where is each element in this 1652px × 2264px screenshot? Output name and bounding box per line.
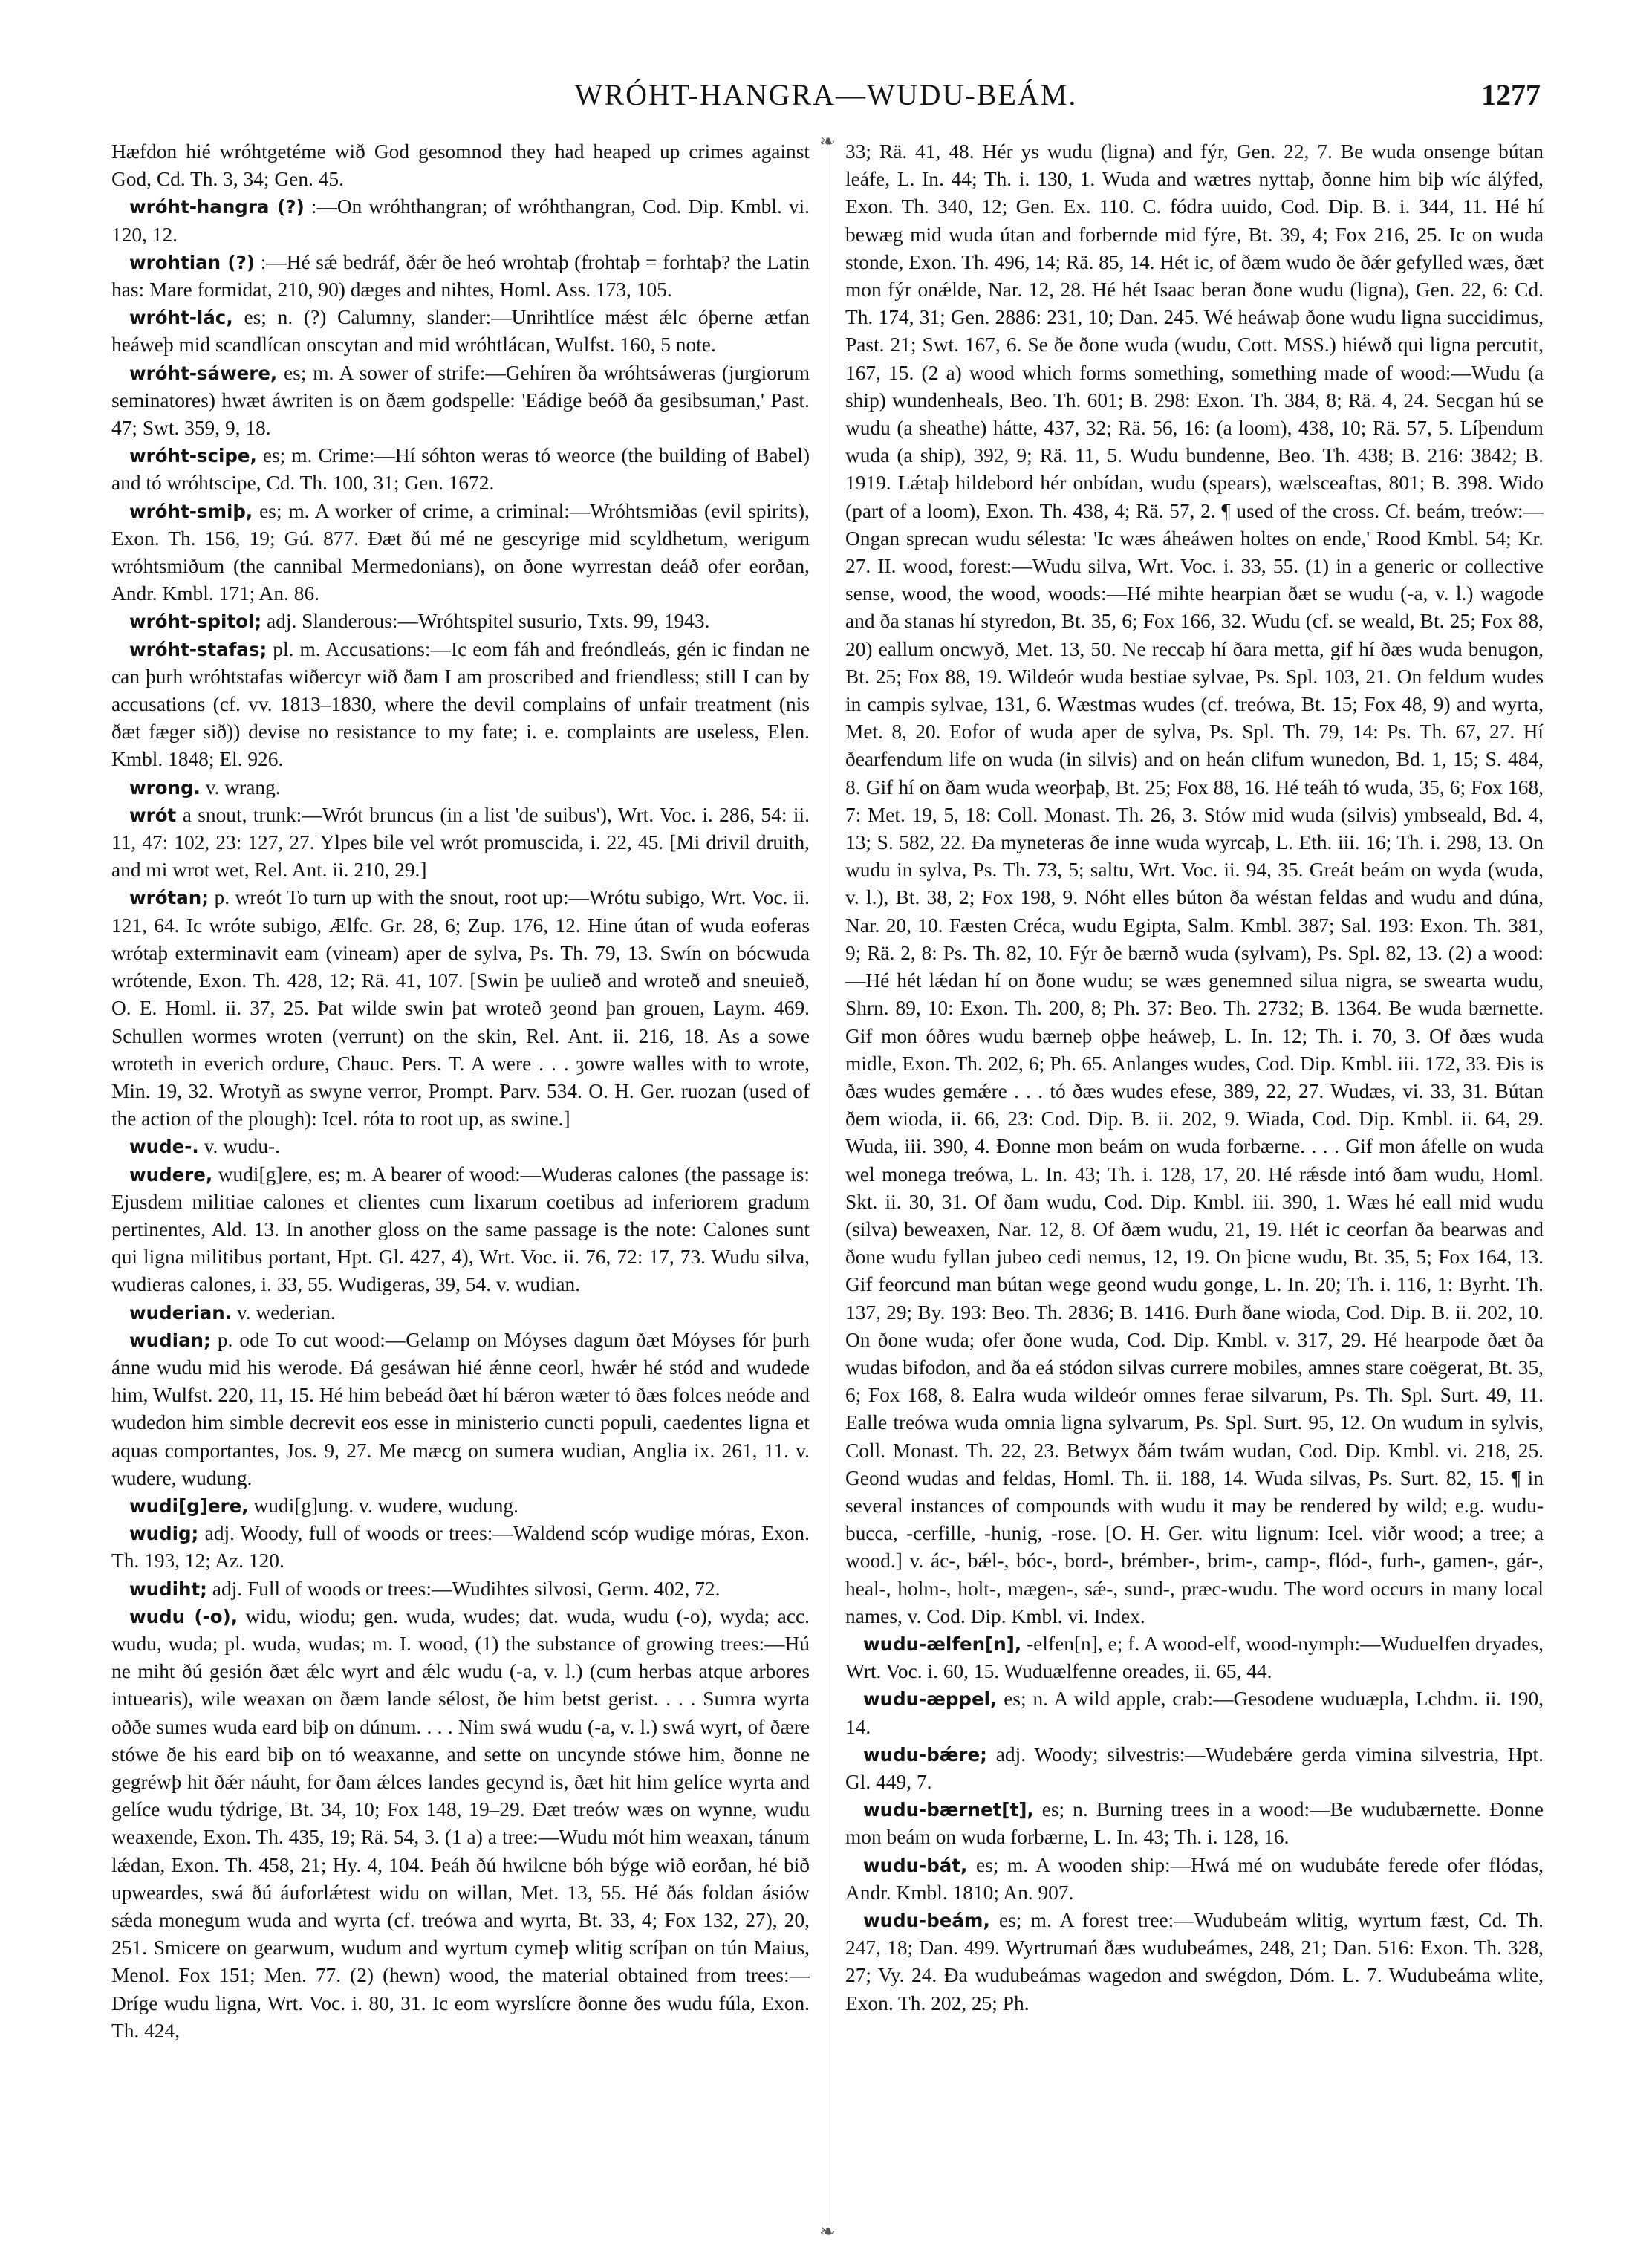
dictionary-entry	[111, 304, 810, 359]
entry-headword: wudu-æppel,	[863, 1688, 998, 1711]
dictionary-entry	[111, 774, 810, 801]
entry-text: es; n. Burning trees in a wood:—Be wudubærnette. Ðonne mon beám on wuda forbærne, L. In. 43; Th. i. 128, 16.	[845, 1798, 1544, 1849]
entry-text: pl. m. Accusations:—Ic eom fáh and freóndleás, gén ic findan ne can þurh wróhtstafas wiðercyr wið ðam I am proscribed and friendless; still I can by accusations (cf. vv. 1813–1830, where the devil complains of unfair treatment (nis ðæt fæger sið)) devise no resistance to my fate; i. e. complaints are useless, Elen. Kmbl. 1848; El. 926.	[111, 637, 810, 771]
dictionary-entry	[111, 801, 810, 885]
entry-headword: wróht-spitol;	[129, 611, 262, 633]
entry-headword: wudi[g]ere,	[129, 1494, 249, 1517]
entry-headword: wudere,	[129, 1163, 213, 1185]
entry-headword: wudu-bærnet[t],	[863, 1799, 1034, 1821]
entry-text: p. wreót To turn up with the snout, root up:—Wrótu subigo, Wrt. Voc. ii. 121, 64. Ic wróte subigo, Ælfc. Gr. 28, 6; Zup. 176, 12. Hine útan of wuda eoferas wrótaþ exterminavit eam (vineam) aper de sylva, Ps. Th. 79, 13. Swín on bócwuda wrótende, Exon. Th. 428, 12; Rä. 41, 107. [Swin þe uulieð and wroteð and sneuieð, O. E. Homl. ii. 37, 25. Þat wilde swin þat wroteð ȝeond þan grouen, Laym. 469. Schullen wormes wroten (verrunt) on the skin, Rel. Ant. ii. 216, 18. As a sowe wroteth in everich ordure, Chauc. Pers. T. A were . . . ȝowre walles with to wrote, Min. 19, 32. Wrotyñ as swyne verror, Prompt. Parv. 534. O. H. Ger. ruozan (used of the action of the plough): Icel. róta to root up, as swine.]	[111, 886, 810, 1131]
columns	[111, 138, 1544, 2225]
page-header	[111, 77, 1541, 122]
entry-text: es; m. A worker of crime, a criminal:—Wróhtsmiðas (evil spirits), Exon. Th. 156, 19; Gú. 877. Ðæt ðú mé ne gescyrige mid scyldhetum, werigum wróhtsmiðum (the cannibal Mermedonians), on ðone wyrrestan deáð ofer eorðan, Andr. Kmbl. 171; An. 86.	[111, 499, 810, 605]
dictionary-entry	[111, 1161, 810, 1299]
entry-headword: wudig;	[129, 1523, 199, 1545]
dictionary-entry	[111, 884, 810, 1133]
entry-headword: wudiht;	[129, 1578, 207, 1600]
entry-headword: wude-.	[129, 1136, 199, 1158]
entry-text: es; m. A wooden ship:—Hwá mé on wudubáte ferede ofer flódas, Andr. Kmbl. 1810; An. 907.	[845, 1853, 1544, 1904]
entry-text: widu, wiodu; gen. wuda, wudes; dat. wuda, wudu (-o), wyda; acc. wudu, wuda; pl. wuda, wudas; m. I. wood, (1) the substance of growing trees:—Hú ne miht ðú gesión ðæt ǽlc wyrt and ǽlc wudu (-a, v. l.) (cum herbas atque arbores intuearis), wile weaxan on ðæm lande sélost, ðe him betst gerist. . . . Sumra wyrta oððe sumes wuda eard biþ on dúnum. . . . Nim swá wudu (-a, v. l.) swá wyrt, of ðære stówe ðe his eard biþ on tó weaxanne, and sette on uncynde stówe him, ðonne ne gegréwþ hit ðǽr náuht, for ðam ǽlces landes gecynd is, ðæt hit him gelíce wyrta and gelíce wudu týdrige, Bt. 34, 10; Fox 148, 19–29. Ðæt treów wæs on wynne, wudu weaxende, Exon. Th. 435, 19; Rä. 54, 3. (1 a) a tree:—Wudu mót him weaxan, tánum lǽdan, Exon. Th. 458, 21; Hy. 4, 104. Þeáh ðú hwilcne bóh býge wið eorðan, hé bið upweardes, swá ðú áuforlǽtest widu on willan, Met. 13, 55. Hé ðás foldan ásiów sǽda monegum wuda and wyrta (cf. treówa and wyrta, Bt. 33, 4; Fox 132, 27), 20, 251. Smicere on gearwum, wudum and wyrtum cymeþ wlitig scríþan on tún Maius, Menol. Fox 151; Men. 77. (2) (hewn) wood, the material obtained from trees:—Dríge wudu ligna, Wrt. Voc. i. 80, 31. Ic eom wyrslícre ðonne ðes wudu fúla, Exon. Th. 424,	[111, 1604, 810, 2042]
dictionary-entry	[111, 442, 810, 497]
entry-text: :—On wróhthangran; of wróhthangran, Cod. Dip. Kmbl. vi. 120, 12.	[111, 195, 810, 246]
entry-headword: wróht-sáwere,	[129, 362, 278, 384]
dictionary-entry	[845, 1685, 1544, 1740]
entry-text: :—Hé sǽ bedráf, ðǽr ðe heó wrohtaþ (frohtaþ = forhtaþ? the Latin has: Mare formidat, 210, 90) dæges and nihtes, Homl. Ass. 173, 105.	[111, 250, 810, 302]
entry-headword: wróht-stafas;	[129, 638, 267, 660]
entry-text: 33; Rä. 41, 48. Hér ys wudu (ligna) and fýr, Gen. 22, 7. Be wuda onsenge bútan leáfe, L. In. 44; Th. i. 130, 1. Wuda and wætres nyttaþ, ðonne him biþ wíc álýfed, Exon. Th. 340, 12; Gen. Ex. 110. C. fódra uuido, Cod. Dip. B. i. 344, 11. Hé hí bewæg mid wuda útan and forbernde mid fýre, Bt. 39, 4; Fox 216, 25. Ic on wuda stonde, Exon. Th. 496, 14; Rä. 85, 14. Hét ic, of ðæm wudo ðe ðǽr gefylled wæs, ðæt mon fýr onǽlde, Nar. 12, 28. Hé hét Isaac beran ðone wudu (ligna), Gen. 22, 6: Cd. Th. 174, 31; Gen. 2886: 231, 10; Dan. 245. Wé heáwaþ ðone wudu ligna succidimus, Past. 21; Swt. 167, 6. Se ðe ðone wuda (wudu, Cott. MSS.) hiéwð qui ligna percutit, 167, 15. (2 a) wood which forms something, something made of wood:—Wudu (a ship) wundenheals, Beo. Th. 601; B. 298: Exon. Th. 384, 8; Rä. 4, 24. Secgan hú se wudu (a sheathe) hátte, 437, 32; Rä. 56, 16: (a loom), 438, 10; Rä. 57, 5. Líþendum wuda (a ship), 392, 9; Rä. 11, 5. Wudu bundenne, Beo. Th. 438; B. 216: 3842; B. 1919. Lǽtaþ hildebord hér onbídan, wudu (spears), wælsceaftas, 801; B. 398. Wido (part of a loom), Exon. Th. 438, 4; Rä. 57, 2. ¶ used of the cross. Cf. beám, treów:—Ongan sprecan wudu sélesta: 'Ic wæs áheáwen holtes on ende,' Rood Kmbl. 54; Kr. 27. II. wood, forest:—Wudu silva, Wrt. Voc. i. 33, 55. (1) in a generic or collective sense, wood, the wood, woods:—Hé mihte hearpian ðæt se wudu (-a, v. l.) wagode and ða stanas hí styredon, Bt. 35, 6; Fox 166, 32. Wudu (cf. se weald, Bt. 25; Fox 88, 20) eallum oncwyð, Met. 13, 50. Ne reccaþ hí ðara metta, gif hí ðæs wuda benugon, Bt. 25; Fox 88, 19. Wildeór wuda bestiae sylvae, Ps. Spl. 103, 21. On feldum wudes in campis sylvae, 131, 6. Wæstmas wudes (cf. treówa, Bt. 15; Fox 48, 9) and wyrta, Met. 8, 20. Eofor of wuda aper de sylva, Ps. Spl. Th. 79, 14: Ps. Th. 67, 27. Hí ðearfendum life on wuda (in silvis) and on heán clifum wunedon, Bd. 1, 15; S. 484, 8. Gif hí on ðam wuda weorþaþ, Bt. 25; Fox 88, 16. Hé teáh tó wuda, 35, 6; Fox 168, 7: Met. 19, 5, 18: Coll. Monast. Th. 26, 3. Stów mid wuda (silvis) ymbseald, Bd. 4, 13; S. 582, 22. Ða myneteras ðe inne wuda wyrcaþ, L. Eth. iii. 16; Th. i. 298, 13. On wudu in sylva, Ps. Th. 73, 5; saltu, Wrt. Voc. ii. 94, 35. Greát beám on wyda (wuda, v. l.), Bt. 38, 2; Fox 198, 9. Nóht elles búton ða wéstan feldas and wudu and dúna, Nar. 20, 10. Fæsten Créca, wudu Egipta, Salm. Kmbl. 387; Sal. 193: Exon. Th. 381, 9; Rä. 2, 8: Ps. Th. 82, 10. Fýr ðe bærnð wuda (sylvam), Ps. Spl. 82, 13. (2) a wood:—Hé hét lǽdan hí on ðone wudu; se wæs genemned silua nigra, se swearta wudu, Shrn. 89, 10: Exon. Th. 200, 8; Ph. 37: Beo. Th. 2732; B. 1364. Be wuda bærnette. Gif mon óðres wudu bærneþ oþþe heáweþ, L. In. 12; Th. i. 70, 3. Of ðæs wuda midle, Exon. Th. 202, 6; Ph. 65. Anlanges wudes, Cod. Dip. Kmbl. iii. 172, 33. Ðis is ðæs wudes gemǽre . . . tó ðæs wudes efese, 389, 22, 27. Wudæs, vi. 33, 31. Bútan ðem wioda, ii. 66, 23: Cod. Dip. B. ii. 202, 9. Wiada, Cod. Dip. Kmbl. ii. 64, 29. Wuda, iii. 390, 4. Ðonne mon beám on wuda forbærne. . . . Gif mon áfelle on wuda wel monega treówa, L. In. 43; Th. i. 128, 17, 20. Hé rǽsde intó ðam wudu, Homl. Skt. ii. 30, 31. Of ðam wudu, Cod. Dip. Kmbl. iii. 390, 1. Wæs hé eall mid wudu (silva) beweaxen, Nar. 12, 8. Of ðæm wudu, 21, 19. Hét ic ceorfan ða bearwas and ðone wudu fyllan jubeo cedi nemus, 12, 19. On þicne wudu, Bt. 35, 5; Fox 164, 13. Gif feorcund man bútan wege geond wudu gonge, L. In. 20; Th. i. 116, 1: Byrht. Th. 137, 29; By. 193: Beo. Th. 2836; B. 1416. Ðurh ðane wioda, Cod. Dip. B. ii. 202, 10. On ðone wuda; ofer ðone wuda, Cod. Dip. Kmbl. v. 317, 29. Hé hearpode ðæt ða wudas bifodon, and ða eá stódon silvas currere mobiles, amnes stare coëgerat, Bt. 35, 6; Fox 168, 8. Ealra wuda wildeór omnes ferae silvarum, Ps. Th. Spl. Surt. 49, 11. Ealle treówa wuda omnia ligna sylvarum, Ps. Spl. Surt. 95, 12. On wudum in sylvis, Coll. Monast. Th. 22, 23. Betwyx ðám twám wudan, Cod. Dip. Kmbl. vi. 218, 25. Geond wudas and feldas, Homl. Th. ii. 188, 14. Wuda silvas, Ps. Surt. 82, 15. ¶ in several instances of compounds with wudu it may be rendered by wild; e.g. wudu-bucca, -cerfille, -hunig, -rose. [O. H. Ger. witu lignum: Icel. viðr wood; a tree; a wood.] v. ác-, bǽl-, bóc-, bord-, brémber-, brim-, camp-, flód-, furh-, gamen-, gár-, heal-, holm-, holt-, mægen-, sǽ-, sund-, præc-wudu. The word occurs in many local names, v. Cod. Dip. Kmbl. vi. Index.	[845, 140, 1544, 1627]
entry-text: p. ode To cut wood:—Gelamp on Móyses dagum ðæt Móyses fór þurh ánne wudu mid his werode. Ðá gesáwan hié ǽnne ceorl, hwǽr hé stód and wudede him, Wulfst. 220, 11, 15. Hé him bebeád ðæt hí bǽron wæter tó ðæs folces neóde and wudedon him simble decrevit eos esse in ministerio cuncti populi, caedentes ligna et aquas comportantes, Jos. 9, 27. Me mæcg on sumera wudian, Anglia ix. 261, 11. v. wudere, wudung.	[111, 1328, 810, 1489]
entry-headword: wróht-smiþ,	[129, 500, 253, 522]
entry-headword: wrohtian (?)	[129, 251, 256, 273]
dictionary-entry	[845, 138, 1544, 1630]
dictionary-entry	[111, 1575, 810, 1603]
dictionary-entry	[111, 1327, 810, 1492]
dictionary-entry	[845, 1907, 1544, 2017]
entry-text: v. wederian.	[236, 1301, 336, 1324]
dictionary-entry	[111, 1299, 810, 1327]
entry-text: a snout, trunk:—Wrót bruncus (in a list 'de suibus'), Wrt. Voc. i. 286, 54: ii. 11, 47: 102, 23: 127, 27. Ylpes bile vel wrót promuscida, i. 22, 45. [Mi drivil druith, and mi wrot wet, Rel. Ant. ii. 210, 29.]	[111, 803, 810, 882]
left-column	[111, 138, 810, 2225]
entry-headword: wróht-scipe,	[129, 445, 257, 467]
dictionary-entry	[111, 1520, 810, 1575]
entry-headword: wudu (-o),	[129, 1605, 238, 1627]
page-number: 1277	[1481, 78, 1541, 111]
entry-headword: wrót	[129, 804, 177, 826]
dictionary-entry	[845, 1741, 1544, 1796]
column-ornament-bottom-icon: ❧	[819, 2221, 836, 2242]
column-ornament-top-icon: ❧	[819, 131, 836, 152]
entry-text: Hæfdon hié wróhtgetéme wið God gesomnod they had heaped up crimes against God, Cd. Th. 3, 34; Gen. 45.	[111, 140, 810, 191]
entry-text: es; n. A wild apple, crab:—Gesodene wuduæpla, Lchdm. ii. 190, 14.	[845, 1688, 1544, 1738]
entry-headword: wrong.	[129, 776, 201, 798]
dictionary-entry	[111, 1133, 810, 1160]
entry-headword: wudu-beám,	[863, 1910, 990, 1931]
entry-text: es; n. (?) Calumny, slander:—Unrihtlíce mǽst ǽlc óþerne ætfan heáweþ mid scandlícan onscytan and mid wróhtlácan, Wulfst. 160, 5 note.	[111, 306, 810, 357]
entry-headword: wuderian.	[129, 1301, 232, 1324]
entry-text: adj. Woody; silvestris:—Wudebǽre gerda vimina silvestria, Hpt. Gl. 449, 7.	[845, 1743, 1544, 1793]
entry-headword: wudian;	[129, 1329, 211, 1351]
entry-text: es; m. Crime:—Hí sóhton weras tó weorce (the building of Babel) and tó wróhtscipe, Cd. Th. 100, 31; Gen. 1672.	[111, 444, 810, 495]
entry-text: v. wrang.	[205, 775, 281, 798]
dictionary-entry	[111, 138, 810, 193]
dictionary-entry	[111, 498, 810, 608]
entry-headword: wróht-lác,	[129, 307, 233, 329]
entry-headword: wudu-bǽre;	[863, 1743, 987, 1766]
dictionary-entry	[845, 1630, 1544, 1685]
dictionary-entry	[111, 249, 810, 304]
entry-headword: wróht-hangra (?)	[129, 196, 305, 218]
dictionary-entry	[845, 1852, 1544, 1907]
entry-text: -elfen[n], e; f. A wood-elf, wood-nymph:—Wuduelfen dryades, Wrt. Voc. i. 60, 15. Wuduælfenne oreades, ii. 65, 44.	[845, 1632, 1544, 1683]
entry-text: es; m. A forest tree:—Wudubeám wlitig, wyrtum fæst, Cd. Th. 247, 18; Dan. 499. Wyrtrumań ðæs wudubeámes, 248, 21; Dan. 516: Exon. Th. 328, 27; Vy. 24. Ða wudubeámas wagedon and swégdon, Dóm. L. 7. Wudubeáma wlite, Exon. Th. 202, 25; Ph.	[845, 1909, 1544, 2014]
entry-headword: wrótan;	[129, 887, 209, 909]
dictionary-entry	[111, 1492, 810, 1520]
entry-text: wudi[g]ung. v. wudere, wudung.	[253, 1494, 518, 1517]
entry-text: adj. Woody, full of woods or trees:—Waldend scóp wudige móras, Exon. Th. 193, 12; Az. 120.	[111, 1522, 810, 1572]
dictionary-entry	[111, 608, 810, 635]
dictionary-entry	[111, 193, 810, 248]
running-title: WRÓHT-HANGRA—WUDU-BEÁM.	[574, 78, 1078, 111]
dictionary-entry	[845, 1796, 1544, 1851]
entry-text: adj. Full of woods or trees:—Wudihtes silvosi, Germ. 402, 72.	[212, 1577, 721, 1600]
entry-text: v. wudu-.	[204, 1135, 281, 1158]
entry-headword: wudu-bát,	[863, 1854, 968, 1876]
dictionary-entry	[111, 636, 810, 774]
right-column	[845, 138, 1544, 2225]
dictionary-entry	[111, 360, 810, 443]
entry-text: es; m. A sower of strife:—Gehíren ða wróhtsáweras (jurgiorum seminatores) hwæt áwriten is on ðæm godspelle: 'Eádige beóð ða gesibsuman,' Past. 47; Swt. 359, 9, 18.	[111, 361, 810, 440]
dictionary-entry	[111, 1603, 810, 2045]
entry-text: wudi[g]ere, es; m. A bearer of wood:—Wuderas calones (the passage is: Ejusdem militiae calones et clientes cum lixarum coetibus ad inferiorem gradum pertinentes, Ald. 13. In another gloss on the same passage is the note: Calones sunt qui ligna militibus portant, Hpt. Gl. 427, 4), Wrt. Voc. ii. 76, 72: 17, 73. Wudu silva, wudieras calones, i. 33, 55. Wudigeras, 39, 54. v. wudian.	[111, 1162, 810, 1296]
entry-headword: wudu-ælfen[n],	[863, 1633, 1022, 1655]
entry-text: adj. Slanderous:—Wróhtspitel susurio, Txts. 99, 1943.	[267, 610, 710, 633]
